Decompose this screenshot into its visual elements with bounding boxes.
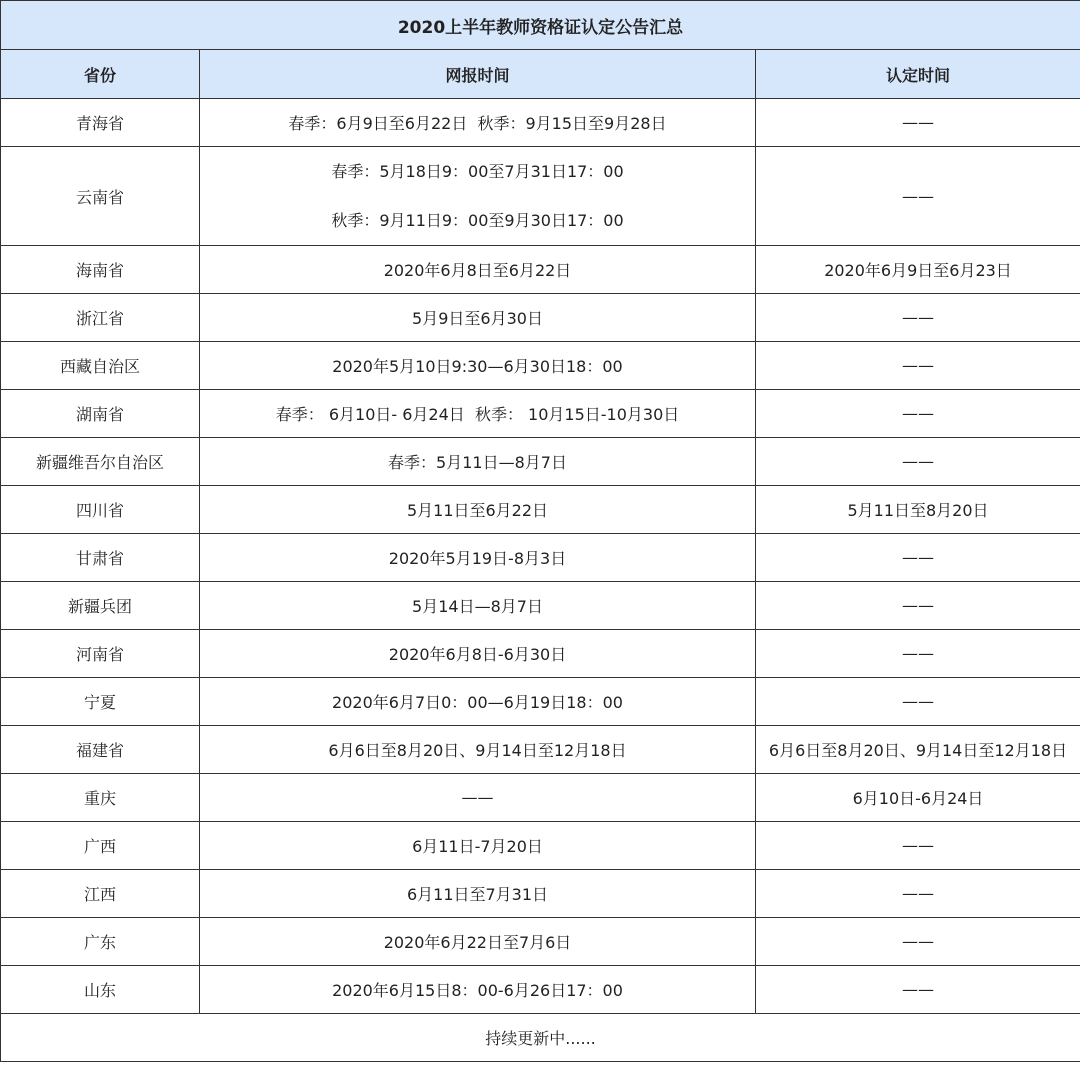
certify-time-cell: —— bbox=[756, 918, 1080, 966]
register-time-cell bbox=[200, 774, 756, 822]
register-time-line: 6月11日-7月20日 bbox=[412, 837, 543, 856]
certify-time-cell: —— bbox=[756, 822, 1080, 870]
register-time-line: 2020年5月10日9:30—6月30日18：00 bbox=[332, 357, 623, 376]
certify-time-cell: —— bbox=[756, 966, 1080, 1014]
certify-time-cell: —— bbox=[756, 147, 1080, 246]
table-title: 2020上半年教师资格证认定公告汇总 bbox=[1, 1, 1080, 50]
table-row bbox=[1, 630, 1080, 678]
register-time-cell bbox=[200, 822, 756, 870]
table-row bbox=[1, 726, 1080, 774]
certify-time-cell: —— bbox=[756, 582, 1080, 630]
register-time-cell bbox=[200, 147, 756, 246]
table-row bbox=[1, 147, 1080, 246]
certify-time-cell: —— bbox=[756, 438, 1080, 486]
province-cell: 西藏自治区 bbox=[1, 342, 200, 390]
register-time-cell bbox=[200, 726, 756, 774]
province-cell: 宁夏 bbox=[1, 678, 200, 726]
register-time-line: 5月9日至6月30日 bbox=[412, 309, 543, 328]
certify-time-cell: 6月6日至8月20日、9月14日至12月18日 bbox=[756, 726, 1080, 774]
certify-time-cell: —— bbox=[756, 390, 1080, 438]
province-cell: 广西 bbox=[1, 822, 200, 870]
register-time-line: 2020年6月8日-6月30日 bbox=[388, 645, 567, 664]
register-time-cell bbox=[200, 678, 756, 726]
register-time-line: 春季： 6月10日- 6月24日 秋季： 10月15日-10月30日 bbox=[275, 405, 680, 424]
column-header-province: 省份 bbox=[1, 50, 200, 99]
update-note: 持续更新中...... bbox=[1, 1014, 1080, 1062]
table-row bbox=[1, 390, 1080, 438]
table-row bbox=[1, 774, 1080, 822]
province-cell: 山东 bbox=[1, 966, 200, 1014]
register-time-line: 2020年6月15日8：00-6月26日17：00 bbox=[332, 981, 623, 1000]
province-cell: 江西 bbox=[1, 870, 200, 918]
register-time-cell bbox=[200, 966, 756, 1014]
column-header-register-time: 网报时间 bbox=[200, 50, 756, 99]
table-row bbox=[1, 342, 1080, 390]
register-time-cell bbox=[200, 630, 756, 678]
table-body bbox=[1, 99, 1080, 1014]
table-row bbox=[1, 246, 1080, 294]
register-time-cell bbox=[200, 246, 756, 294]
register-time-line: 5月11日至6月22日 bbox=[406, 501, 549, 520]
table-row bbox=[1, 99, 1080, 147]
register-time-cell bbox=[200, 918, 756, 966]
certify-time-cell: 2020年6月9日至6月23日 bbox=[756, 246, 1080, 294]
province-cell: 广东 bbox=[1, 918, 200, 966]
register-time-line: 2020年6月8日至6月22日 bbox=[383, 261, 572, 280]
footer-row bbox=[1, 1014, 1080, 1062]
province-cell: 湖南省 bbox=[1, 390, 200, 438]
certify-time-cell: 5月11日至8月20日 bbox=[756, 486, 1080, 534]
province-cell: 河南省 bbox=[1, 630, 200, 678]
province-cell: 浙江省 bbox=[1, 294, 200, 342]
register-time-line: 春季：6月9日至6月22日 秋季：9月15日至9月28日 bbox=[288, 114, 667, 133]
table-row bbox=[1, 918, 1080, 966]
table-row bbox=[1, 870, 1080, 918]
register-time-cell bbox=[200, 390, 756, 438]
register-time-line: 5月14日—8月7日 bbox=[412, 597, 543, 616]
province-cell: 云南省 bbox=[1, 147, 200, 246]
table-row bbox=[1, 438, 1080, 486]
table-row bbox=[1, 678, 1080, 726]
register-time-line: —— bbox=[461, 788, 494, 807]
table-row bbox=[1, 486, 1080, 534]
register-time-cell bbox=[200, 99, 756, 147]
certify-time-cell: 6月10日-6月24日 bbox=[756, 774, 1080, 822]
table-row bbox=[1, 822, 1080, 870]
register-time-line: 2020年6月7日0：00—6月19日18：00 bbox=[332, 693, 623, 712]
certify-time-cell: —— bbox=[756, 678, 1080, 726]
title-row bbox=[1, 1, 1080, 50]
register-time-cell bbox=[200, 534, 756, 582]
province-cell: 新疆兵团 bbox=[1, 582, 200, 630]
province-cell: 福建省 bbox=[1, 726, 200, 774]
register-time-line: 2020年5月19日-8月3日 bbox=[388, 549, 567, 568]
certify-time-cell: —— bbox=[756, 294, 1080, 342]
province-cell: 新疆维吾尔自治区 bbox=[1, 438, 200, 486]
register-time-line: 6月6日至8月20日、9月14日至12月18日 bbox=[328, 741, 627, 760]
province-cell: 四川省 bbox=[1, 486, 200, 534]
register-time-cell bbox=[200, 870, 756, 918]
certify-time-cell: —— bbox=[756, 342, 1080, 390]
province-cell: 甘肃省 bbox=[1, 534, 200, 582]
register-time-cell bbox=[200, 582, 756, 630]
certify-time-cell: —— bbox=[756, 99, 1080, 147]
certify-time-cell: —— bbox=[756, 630, 1080, 678]
table-row bbox=[1, 534, 1080, 582]
province-cell: 青海省 bbox=[1, 99, 200, 147]
province-cell: 海南省 bbox=[1, 246, 200, 294]
certify-time-cell: —— bbox=[756, 534, 1080, 582]
province-cell: 重庆 bbox=[1, 774, 200, 822]
table-row bbox=[1, 966, 1080, 1014]
register-time-cell bbox=[200, 486, 756, 534]
register-time-line: 春季：5月11日—8月7日 bbox=[388, 453, 567, 472]
register-time-cell bbox=[200, 342, 756, 390]
register-time-line: 秋季：9月11日9：00至9月30日17：00 bbox=[331, 211, 624, 230]
register-time-line: 春季：5月18日9：00至7月31日17：00 bbox=[331, 162, 624, 181]
register-time-line: 2020年6月22日至7月6日 bbox=[383, 933, 572, 952]
register-time-line: 6月11日至7月31日 bbox=[406, 885, 549, 904]
register-time-cell bbox=[200, 438, 756, 486]
register-time-cell bbox=[200, 294, 756, 342]
header-row bbox=[1, 50, 1080, 99]
table-row bbox=[1, 294, 1080, 342]
table-row bbox=[1, 582, 1080, 630]
column-header-certify-time: 认定时间 bbox=[756, 50, 1080, 99]
certify-time-cell: —— bbox=[756, 870, 1080, 918]
